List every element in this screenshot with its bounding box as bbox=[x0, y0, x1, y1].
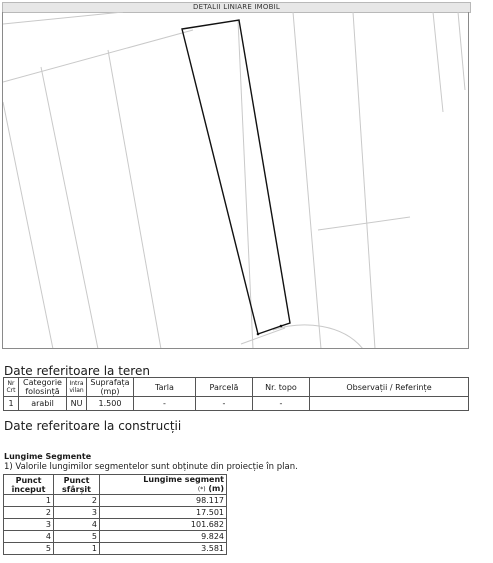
teren-table bbox=[3, 377, 469, 411]
parcel-vertex bbox=[280, 325, 283, 328]
neighbour-line bbox=[353, 12, 375, 349]
neighbour-line bbox=[433, 12, 443, 112]
segments-table bbox=[3, 474, 227, 555]
table-row bbox=[4, 397, 469, 411]
table-cell: 3.581 bbox=[100, 543, 227, 555]
neighbour-line bbox=[293, 12, 321, 349]
segments-header-row bbox=[4, 475, 227, 495]
teren-col-header: Categorie folosință bbox=[19, 378, 67, 397]
table-cell: 3 bbox=[4, 519, 54, 531]
teren-col-header: Nr. topo bbox=[253, 378, 310, 397]
col-length-unit: (m) bbox=[208, 484, 224, 493]
constructii-section-title: Date referitoare la construcții bbox=[4, 419, 182, 433]
teren-col-header: Observații / Referințe bbox=[310, 378, 469, 397]
parcel-vertex bbox=[257, 333, 260, 336]
subject-parcel bbox=[182, 20, 290, 334]
neighbour-line bbox=[318, 217, 410, 230]
table-cell: 17.501 bbox=[100, 507, 227, 519]
parcel-map bbox=[2, 12, 469, 349]
segments-title: Lungime Segmente bbox=[4, 452, 92, 461]
table-cell: 4 bbox=[54, 519, 100, 531]
table-cell: 2 bbox=[4, 507, 54, 519]
table-cell: 101.682 bbox=[100, 519, 227, 531]
table-cell: 3 bbox=[54, 507, 100, 519]
table-cell: 9.824 bbox=[100, 531, 227, 543]
teren-col-header: Nr Crt bbox=[4, 378, 19, 397]
table-cell: 4 bbox=[4, 531, 54, 543]
table-cell: 98.117 bbox=[100, 495, 227, 507]
segments-note: 1) Valorile lungimilor segmentelor sunt obținute din proiecție în plan. bbox=[4, 462, 298, 472]
table-cell: 5 bbox=[4, 543, 54, 555]
table-cell: - bbox=[134, 397, 196, 411]
neighbour-line bbox=[3, 102, 53, 349]
table-cell: 1 bbox=[54, 543, 100, 555]
teren-col-header: Tarla bbox=[134, 378, 196, 397]
teren-col-header: Suprafața (mp) bbox=[87, 378, 134, 397]
table-row bbox=[4, 543, 227, 555]
table-cell: - bbox=[253, 397, 310, 411]
table-row bbox=[4, 531, 227, 543]
neighbour-line bbox=[458, 12, 465, 90]
table-cell: 1.500 bbox=[87, 397, 134, 411]
neighbour-line bbox=[3, 30, 193, 82]
table-cell: 5 bbox=[54, 531, 100, 543]
neighbour-line bbox=[3, 12, 123, 24]
col-start-header: Punct început bbox=[4, 475, 54, 495]
table-cell: 1 bbox=[4, 495, 54, 507]
neighbour-line bbox=[241, 328, 285, 344]
map-header: DETALII LINIARE IMOBIL bbox=[2, 2, 471, 13]
col-length-header bbox=[100, 475, 227, 495]
table-cell: arabil bbox=[19, 397, 67, 411]
neighbour-line bbox=[41, 67, 98, 349]
teren-col-header: Intra vilan bbox=[67, 378, 87, 397]
table-row bbox=[4, 519, 227, 531]
table-row bbox=[4, 507, 227, 519]
table-cell bbox=[310, 397, 469, 411]
table-row bbox=[4, 495, 227, 507]
table-cell: 1 bbox=[4, 397, 19, 411]
neighbour-line bbox=[273, 325, 363, 349]
teren-col-header: Parcelă bbox=[196, 378, 253, 397]
parcel-map-drawing bbox=[3, 12, 469, 349]
teren-section-title: Date referitoare la teren bbox=[4, 364, 150, 378]
table-cell: 2 bbox=[54, 495, 100, 507]
table-cell: - bbox=[196, 397, 253, 411]
table-cell: NU bbox=[67, 397, 87, 411]
col-length-footnote: (*) bbox=[197, 486, 206, 493]
col-end-header: Punct sfârșit bbox=[54, 475, 100, 495]
teren-header-row bbox=[4, 378, 469, 397]
neighbour-line bbox=[108, 50, 161, 349]
col-length-label: Lungime segment bbox=[143, 475, 224, 484]
neighbour-line bbox=[238, 20, 253, 349]
